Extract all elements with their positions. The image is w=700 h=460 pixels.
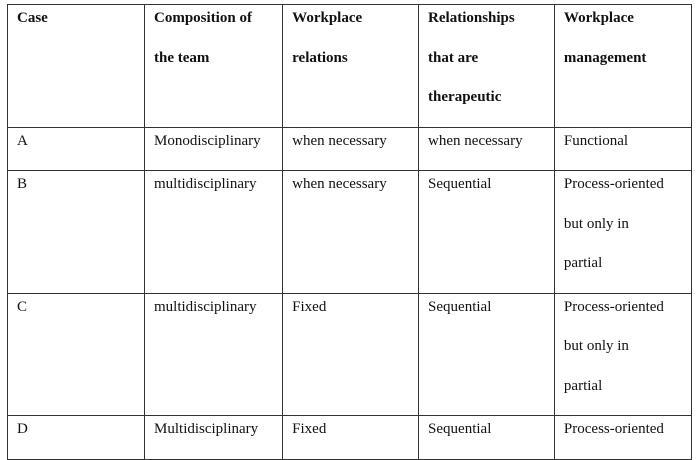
cell-composition: multidisciplinary bbox=[145, 293, 283, 416]
table-row bbox=[8, 171, 692, 294]
cell-relations: Fixed bbox=[283, 416, 419, 460]
cell-therapeutic: Sequential bbox=[419, 293, 555, 416]
cell-case: D bbox=[8, 416, 145, 460]
cell-case: A bbox=[8, 127, 145, 171]
cell-therapeutic: Sequential bbox=[419, 416, 555, 460]
header-composition: Composition of the team bbox=[145, 5, 283, 128]
cell-management: Process-oriented bbox=[554, 416, 691, 460]
table-row bbox=[8, 293, 692, 416]
cell-case: B bbox=[8, 171, 145, 294]
cell-composition: Multidisciplinary bbox=[145, 416, 283, 460]
header-case: Case bbox=[8, 5, 145, 128]
cell-composition: multidisciplinary bbox=[145, 171, 283, 294]
header-therapeutic-relationships: Relationships that are therapeutic bbox=[419, 5, 555, 128]
cell-composition: Monodisciplinary bbox=[145, 127, 283, 171]
header-workplace-relations: Workplace relations bbox=[283, 5, 419, 128]
cell-management: Process-oriented but only in partial bbox=[554, 171, 691, 294]
table-row bbox=[8, 127, 692, 171]
cell-relations: when necessary bbox=[283, 127, 419, 171]
comparison-table bbox=[7, 4, 692, 460]
cell-therapeutic: Sequential bbox=[419, 171, 555, 294]
header-row bbox=[8, 5, 692, 128]
cell-management: Functional bbox=[554, 127, 691, 171]
cell-management: Process-oriented but only in partial bbox=[554, 293, 691, 416]
table-row bbox=[8, 416, 692, 460]
cell-therapeutic: when necessary bbox=[419, 127, 555, 171]
cell-case: C bbox=[8, 293, 145, 416]
cell-relations: Fixed bbox=[283, 293, 419, 416]
header-workplace-management: Workplace management bbox=[554, 5, 691, 128]
cell-relations: when necessary bbox=[283, 171, 419, 294]
